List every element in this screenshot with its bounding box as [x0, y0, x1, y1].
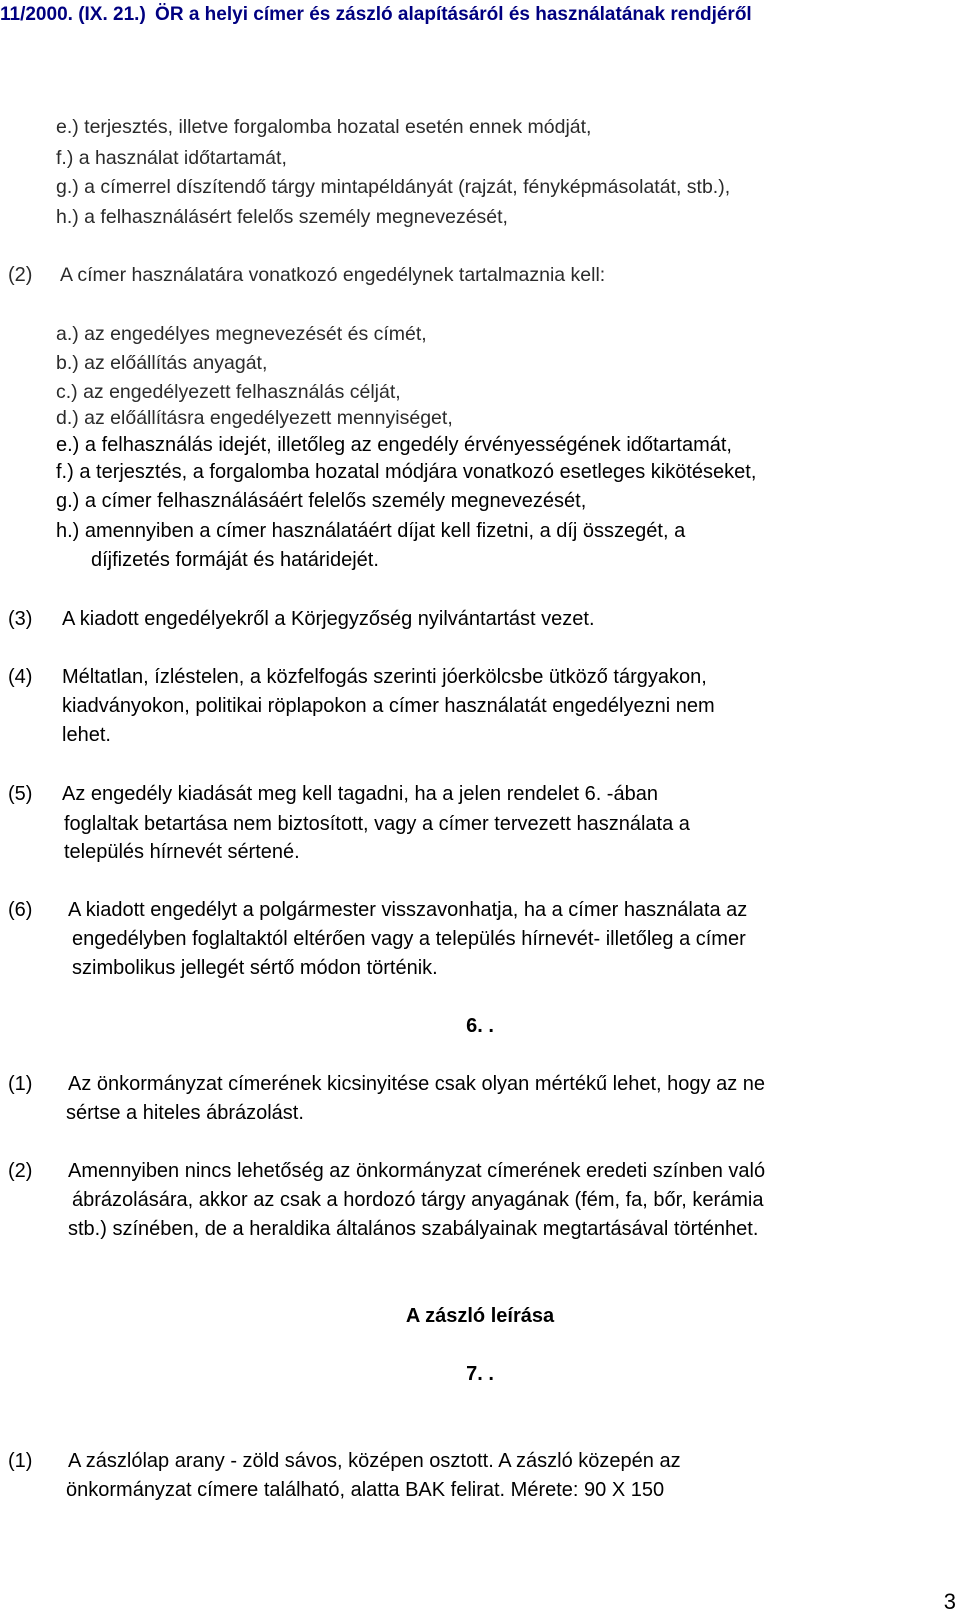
list-item: f.) a használat időtartamát, [56, 147, 287, 169]
paragraph-number: (2) [8, 1160, 33, 1182]
section-heading: 7. . [466, 1363, 494, 1385]
list-item: g.) a címerrel díszítendő tárgy mintapéldányát (rajzát, fényképmásolatát, stb.), [56, 176, 731, 198]
paragraph-text: stb.) színében, de a heraldika általános szabályainak megtartásával történhet. [68, 1218, 759, 1240]
paragraph-number: (3) [8, 608, 33, 630]
paragraph-text: engedélyben foglaltaktól eltérően vagy a település hírnevét- illetőleg a címer [72, 928, 746, 950]
paragraph-number: (1) [8, 1450, 33, 1472]
paragraph-text: ábrázolására, akkor az csak a hordozó tárgy anyagának (fém, fa, bőr, kerámia [72, 1189, 764, 1211]
paragraph-text: Az önkormányzat címerének kicsinyitése csak olyan mértékű lehet, hogy az ne [68, 1073, 765, 1095]
list-item: d.) az előállításra engedélyezett mennyiséget, [56, 407, 453, 429]
paragraph-text: település hírnevét sértené. [64, 841, 300, 863]
list-item: e.) a felhasználás idejét, illetőleg az engedély érvényességének időtartamát, [56, 434, 732, 456]
list-item: c.) az engedélyezett felhasználás célját, [56, 381, 401, 403]
paragraph-text: sértse a hiteles ábrázolást. [66, 1102, 304, 1124]
paragraph-text: szimbolikus jellegét sértő módon történik. [72, 957, 438, 979]
paragraph-text: Amennyiben nincs lehetőség az önkormányzat címerének eredeti színben való [68, 1160, 766, 1182]
paragraph-text: A címer használatára vonatkozó engedélynek tartalmaznia kell: [60, 264, 606, 286]
paragraph-text: A kiadott engedélyekről a Körjegyzőség nyilvántartást vezet. [62, 608, 595, 630]
section-heading: 6. . [466, 1015, 494, 1037]
paragraph-text: lehet. [62, 724, 111, 746]
list-item: b.) az előállítás anyagát, [56, 352, 268, 374]
paragraph-text: foglaltak betartása nem biztosított, vagy a címer tervezett használata a [64, 813, 690, 835]
paragraph-text: Az engedély kiadását meg kell tagadni, ha a jelen rendelet 6. -ában [62, 783, 658, 805]
list-item: h.) a felhasználásért felelős személy megnevezését, [56, 206, 508, 228]
paragraph-number: (1) [8, 1073, 33, 1095]
list-item: a.) az engedélyes megnevezését és címét, [56, 323, 427, 345]
paragraph-number: (2) [8, 264, 33, 286]
list-item: h.) amennyiben a címer használatáért díjat kell fizetni, a díj összegét, a [56, 520, 686, 542]
header-title: ÖR a helyi címer és zászló alapításáról és használatának rendjéről [155, 4, 752, 25]
list-item: díjfizetés formáját és határidejét. [91, 549, 379, 571]
section-title: A zászló leírása [405, 1305, 555, 1327]
list-item: g.) a címer felhasználásáért felelős személy megnevezését, [56, 490, 587, 512]
page-number: 3 [943, 1589, 956, 1614]
paragraph-text: A zászlólap arany - zöld sávos, középen osztott. A zászló közepén az [68, 1450, 681, 1472]
list-item: e.) terjesztés, illetve forgalomba hozatal esetén ennek módját, [56, 116, 592, 138]
paragraph-text: Méltatlan, ízléstelen, a közfelfogás szerinti jóerkölcsbe ütköző tárgyakon, [62, 666, 707, 688]
header-date: 11/2000. (IX. 21.) [0, 4, 146, 25]
list-item: f.) a terjesztés, a forgalomba hozatal módjára vonatkozó esetleges kikötéseket, [56, 461, 757, 483]
paragraph-number: (6) [8, 899, 33, 921]
page-header [0, 0, 960, 30]
paragraph-text: kiadványokon, politikai röplapokon a címer használatát engedélyezni nem [62, 695, 715, 717]
paragraph-text: A kiadott engedélyt a polgármester visszavonhatja, ha a címer használata az [68, 899, 748, 921]
paragraph-text: önkormányzat címere található, alatta BAK felirat. Mérete: 90 X 150 [66, 1479, 665, 1501]
paragraph-number: (5) [8, 783, 33, 805]
paragraph-number: (4) [8, 666, 33, 688]
